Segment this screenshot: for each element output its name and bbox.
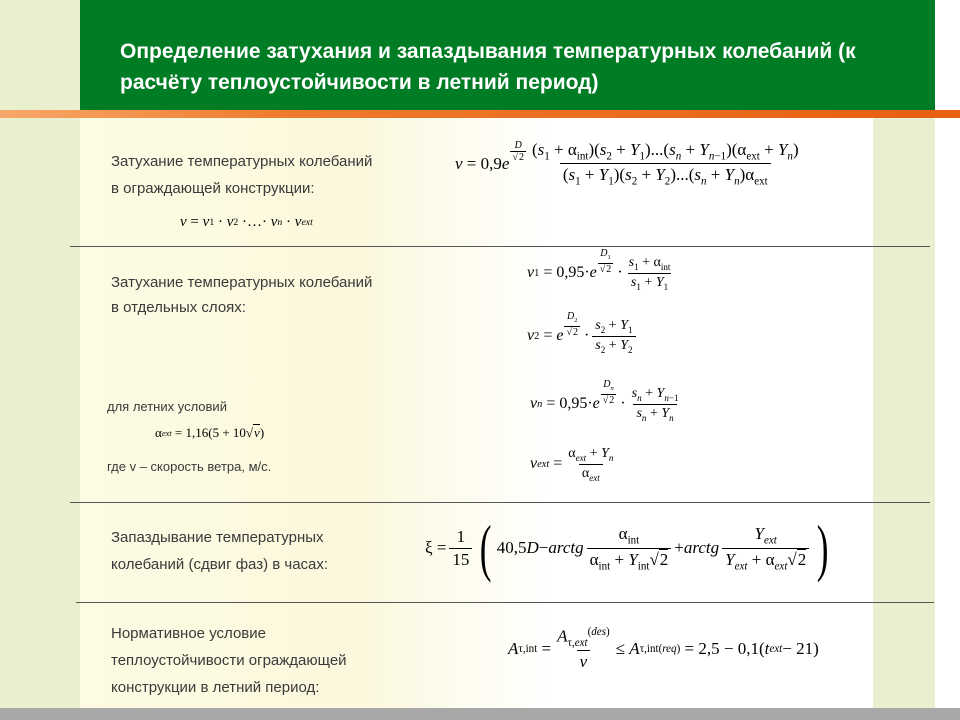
external-surface-damping-formula: ν ext = $\frac{\alpha_{ext} + Y_n}{\alpha_{ext}}$ [530,446,614,483]
layer-damping-label-1: Затухание температурных колебаний [111,274,373,291]
normative-label-2: теплоустойчивости ограждающей [111,652,347,669]
section-divider-1 [70,246,930,247]
bottom-footer-bar [0,708,960,720]
section-divider-2 [70,502,930,503]
total-damping-product-formula: ν = ν 1 · ν 2 ·…· ν n · ν ext [180,214,313,230]
total-damping-formula: ν = 0,9 e $\frac{D}{√2}$ $\frac{(s_1 + \alpha_{int})(s_2 + Y_1)...(s_n + Y_{n-1})(\alpha_{ext} + Y_n)}{(s_1 + Y_1)(s_2 + Y_2)...(s_n + Y_n)\alpha_{ext}}$ [455,140,799,188]
left-decor-stripe [0,0,80,720]
phase-delay-label-1: Запаздывание температурных [111,529,324,546]
alpha-ext-formula: α ext = 1,16(5 + 10√ v ) [155,424,265,440]
wind-speed-note: где v – скорость ветра, м/с. [107,459,272,474]
layer-n-damping-formula: ν n = 0,95· e $\frac{D_n}{√2}$ · $\frac{s_n + Y_{n-1}}{s_n + Y_n}$ [530,378,679,423]
normative-label-1: Нормативное условие [111,625,266,642]
phase-delay-label-2: колебаний (сдвиг фаз) в часах: [111,556,329,573]
layer-damping-label-2: в отдельных слоях: [111,299,246,316]
normative-condition-formula: A τ,int = $\frac{A_{\tau,ext}^{(des)}}{\nu}$ ≤ A τ,int (req) = 2,5 − 0,1( t ext − 21) [508,626,819,672]
layer-1-damping-formula: ν 1 = 0,95· e $\frac{D_1}{√2}$ · $\frac{s_1 + \alpha_{int}}{s_1 + Y_1}$ [527,247,671,292]
slide-title: Определение затухания и запаздывания температурных колебаний (к расчёту теплоустойчивости в летний период) [120,40,856,94]
total-damping-label-2: в ограждающей конструкции: [111,180,315,197]
title-banner [80,0,935,110]
summer-conditions-label: для летних условий [107,399,227,414]
layer-2-damping-formula: ν 2 = e $\frac{D_2}{√2}$ · $\frac{s_2 + Y_1}{s_2 + Y_2}$ [527,318,639,355]
total-damping-label-1: Затухание температурных колебаний [111,153,373,170]
accent-bar [0,110,960,118]
right-edge-stripe [935,0,960,720]
normative-label-3: конструкции в летний период: [111,679,320,696]
section-divider-3 [76,602,934,603]
phase-delay-formula: ξ = $\frac{1}{15}$ ( 40,5 D − arctg $\frac{\alpha_{int}}{\alpha_{int} + Y_{int}√2}$ + arctg $\frac{Y_{ext}}{Y_{ext} + \alpha_{ext}√2}$ ) [425,512,829,583]
